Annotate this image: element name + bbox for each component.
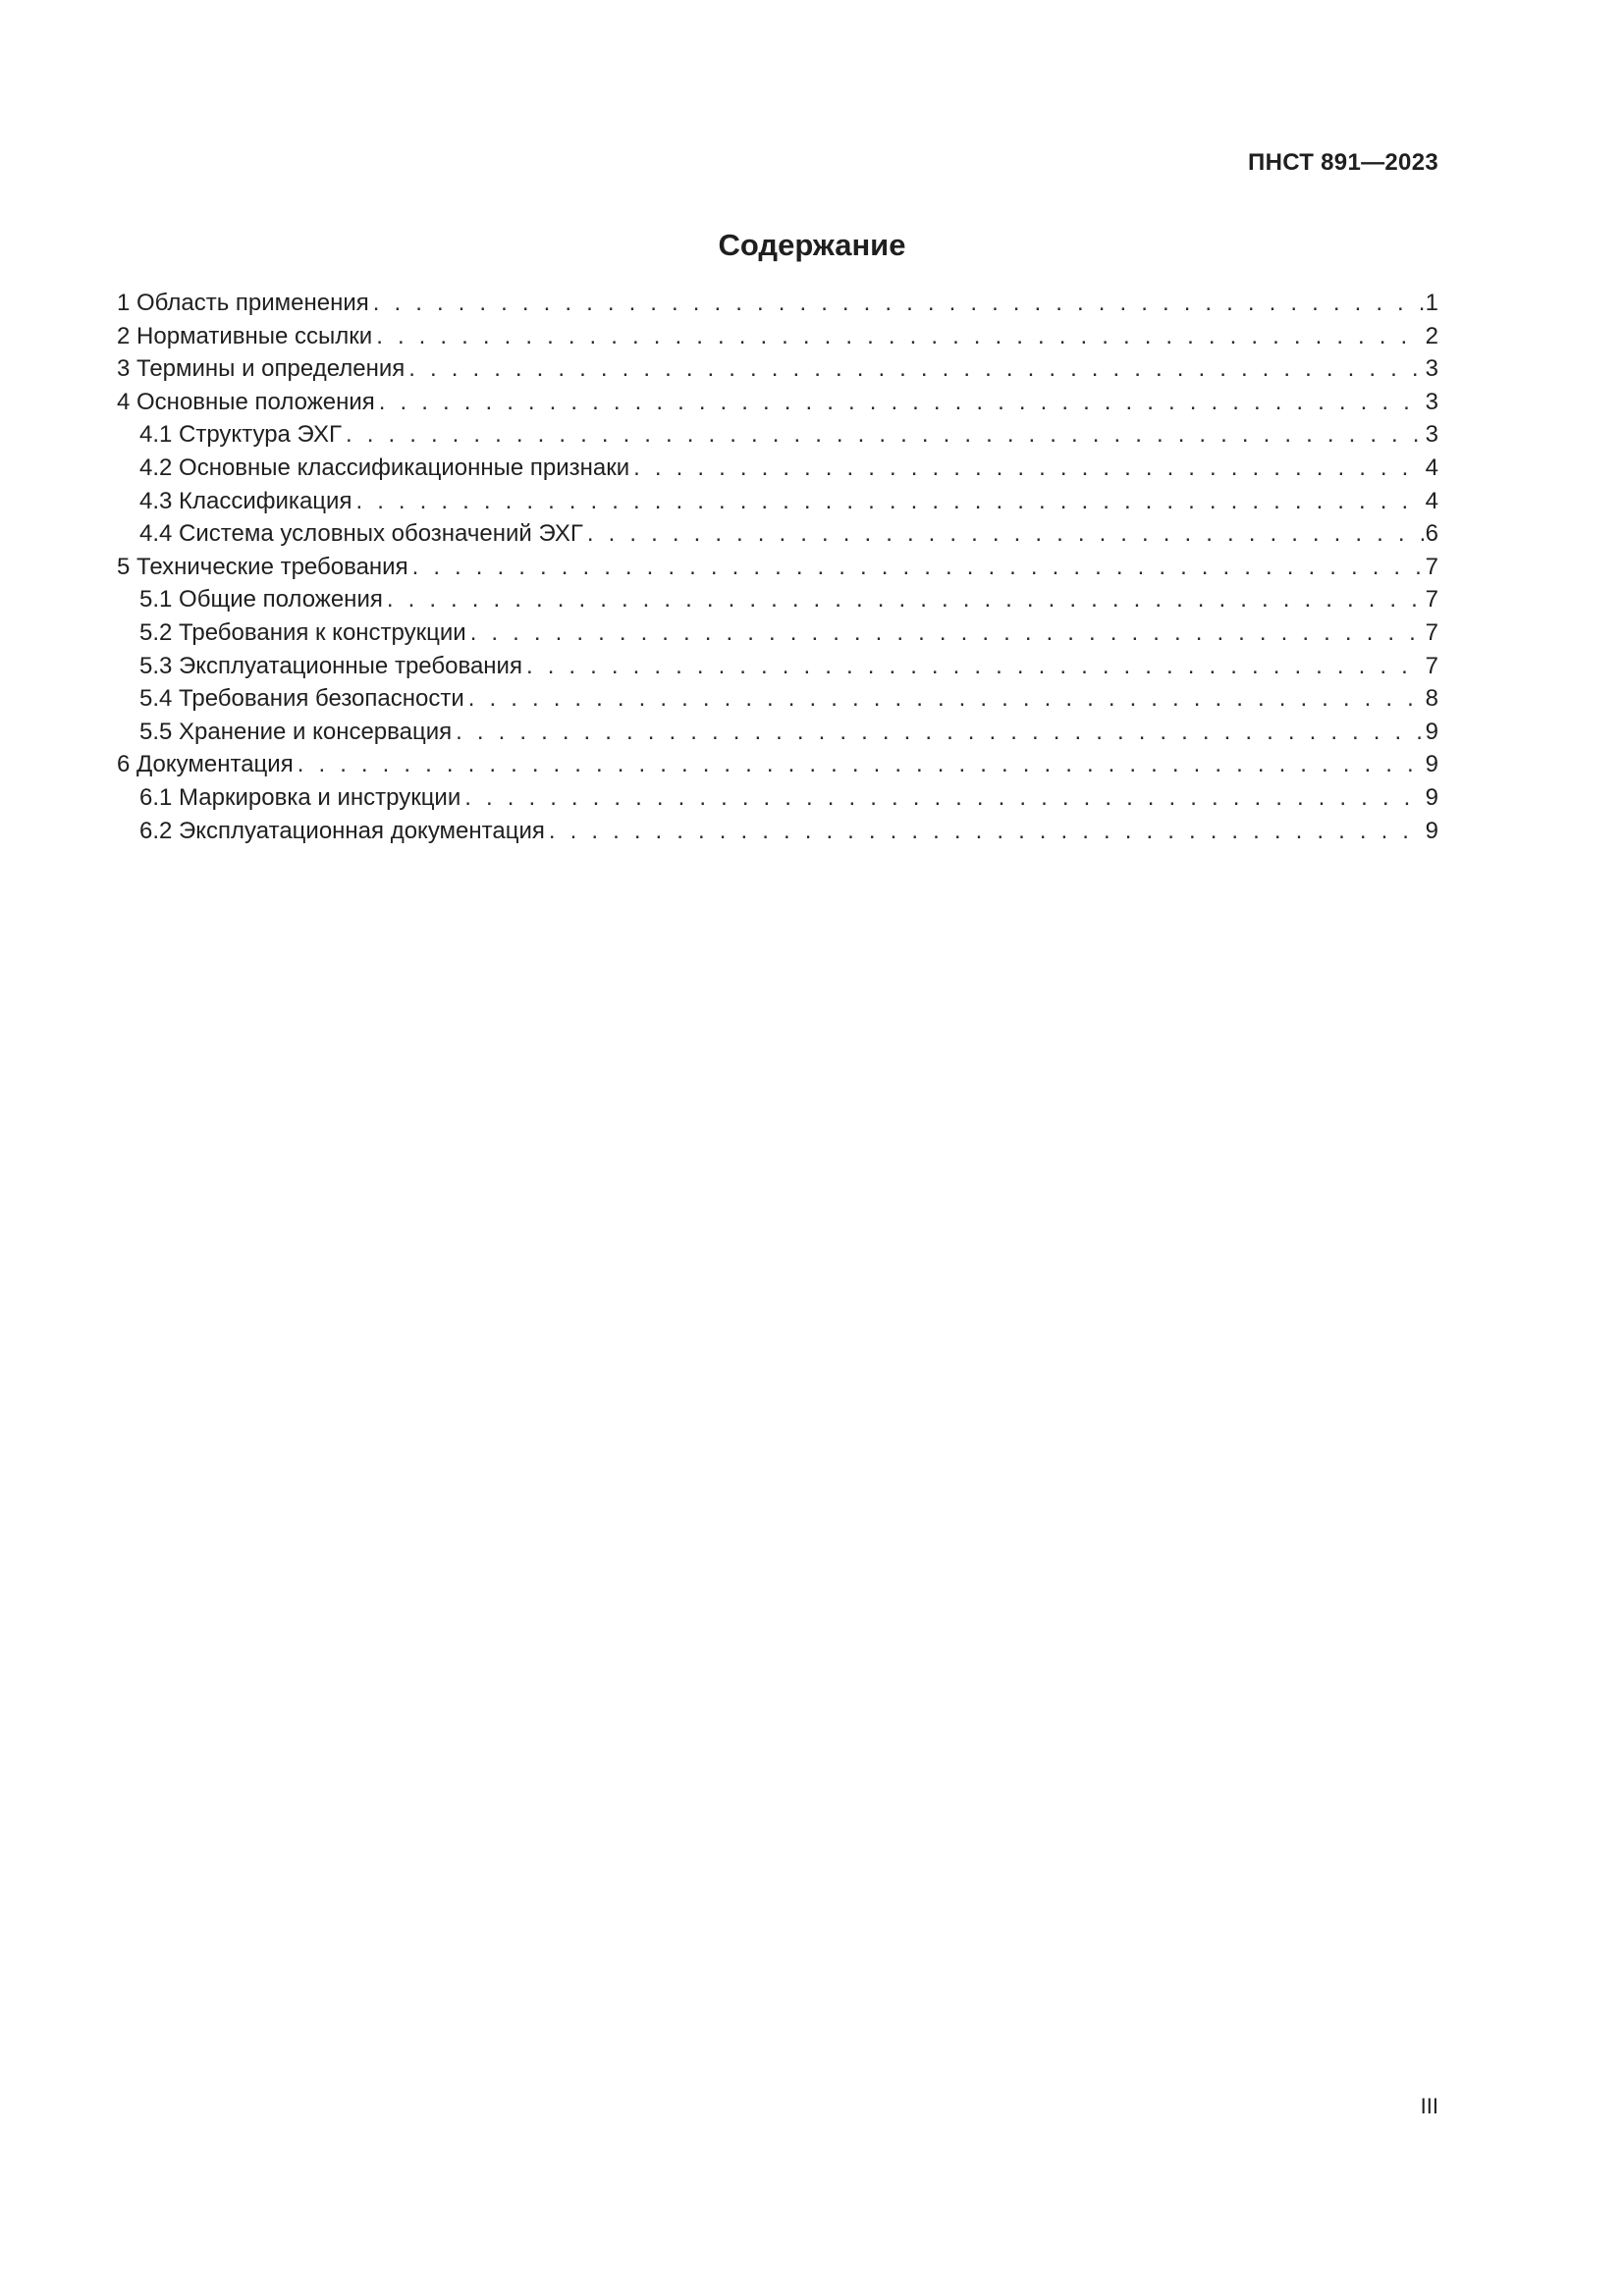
toc-dot-leader	[342, 421, 1424, 449]
page-number: III	[1420, 2094, 1438, 2118]
toc-dot-leader	[460, 784, 1423, 812]
toc-entry-page: 6	[1425, 520, 1438, 548]
toc-entry[interactable]	[117, 586, 1438, 619]
toc-entry-label: 4.3 Классификация	[139, 487, 352, 514]
toc-entry-page: 9	[1425, 817, 1438, 844]
toc-dot-leader	[369, 290, 1424, 317]
toc-entry-label: 5.1 Общие положения	[139, 586, 383, 614]
toc-entry-label: 5.5 Хранение и консервация	[139, 718, 453, 745]
toc-entry-label: 4.4 Система условных обозначений ЭХГ	[139, 520, 583, 548]
toc-dot-leader	[372, 323, 1423, 350]
toc-dot-leader	[466, 619, 1424, 647]
toc-entry-page: 3	[1425, 355, 1438, 383]
toc-entry-page: 7	[1425, 553, 1438, 580]
toc-entry[interactable]	[117, 818, 1438, 851]
toc-entry[interactable]	[117, 719, 1438, 752]
toc-entry-page: 1	[1425, 290, 1438, 316]
toc-entry-page: 7	[1425, 618, 1438, 646]
toc-entry[interactable]	[117, 520, 1438, 554]
toc-entry[interactable]	[117, 290, 1438, 323]
toc-entry-page: 7	[1425, 586, 1438, 614]
toc-entry-page: 9	[1425, 751, 1438, 778]
toc-dot-leader	[294, 751, 1424, 778]
toc-entry-label: 5.2 Требования к конструкции	[139, 618, 466, 646]
toc-dot-leader	[464, 685, 1424, 713]
toc-entry[interactable]	[117, 323, 1438, 356]
toc-entry[interactable]	[117, 421, 1438, 454]
toc-entry[interactable]	[117, 355, 1438, 389]
toc-entry-label: 5.4 Требования безопасности	[139, 685, 464, 713]
toc-dot-leader	[383, 586, 1424, 614]
toc-dot-leader	[408, 554, 1424, 581]
toc-entry[interactable]	[117, 389, 1438, 422]
toc-entry-label: 6.1 Маркировка и инструкции	[139, 783, 461, 811]
toc-entry[interactable]	[117, 685, 1438, 719]
toc-dot-leader	[375, 389, 1424, 416]
toc-entry-label: 5.3 Эксплуатационные требования	[139, 652, 522, 679]
toc-entry-page: 2	[1425, 322, 1438, 349]
toc-entry-page: 9	[1425, 718, 1438, 745]
toc-entry-page: 9	[1425, 783, 1438, 811]
toc-dot-leader	[522, 653, 1424, 680]
toc-entry-label: 4.2 Основные классификационные признаки	[139, 454, 630, 481]
toc-entry-label: 5 Технические требования	[117, 553, 408, 580]
toc-entry-label: 4 Основные положения	[117, 388, 375, 415]
toc-entry[interactable]	[117, 488, 1438, 521]
toc-entry-page: 7	[1425, 652, 1438, 679]
toc-entry-label: 2 Нормативные ссылки	[117, 322, 373, 349]
toc-dot-leader	[405, 355, 1423, 383]
toc-entry[interactable]	[117, 619, 1438, 653]
toc-title: Содержание	[718, 228, 906, 262]
toc-entry[interactable]	[117, 751, 1438, 784]
toc-entry-label: 1 Область применения	[117, 290, 369, 316]
toc-dot-leader	[545, 818, 1424, 845]
toc-entry-page: 3	[1425, 388, 1438, 415]
toc-dot-leader	[629, 454, 1423, 482]
toc-entry-label: 6.2 Эксплуатационная документация	[139, 817, 545, 844]
toc-entry-label: 6 Документация	[117, 751, 294, 778]
toc-entry-page: 4	[1425, 487, 1438, 514]
toc-entry[interactable]	[117, 454, 1438, 488]
toc-entry-page: 3	[1425, 421, 1438, 449]
toc-dot-leader	[352, 488, 1423, 515]
toc-entry-label: 3 Термины и определения	[117, 355, 406, 383]
toc-dot-leader	[583, 520, 1424, 548]
toc-entry[interactable]	[117, 653, 1438, 686]
table-of-contents	[117, 290, 1438, 850]
toc-dot-leader	[452, 719, 1424, 746]
document-code: ПНСТ 891—2023	[1248, 149, 1438, 176]
toc-entry[interactable]	[117, 554, 1438, 587]
toc-entry-page: 4	[1425, 454, 1438, 481]
toc-entry[interactable]	[117, 784, 1438, 818]
toc-entry-page: 8	[1425, 685, 1438, 713]
toc-entry-label: 4.1 Структура ЭХГ	[139, 421, 342, 449]
